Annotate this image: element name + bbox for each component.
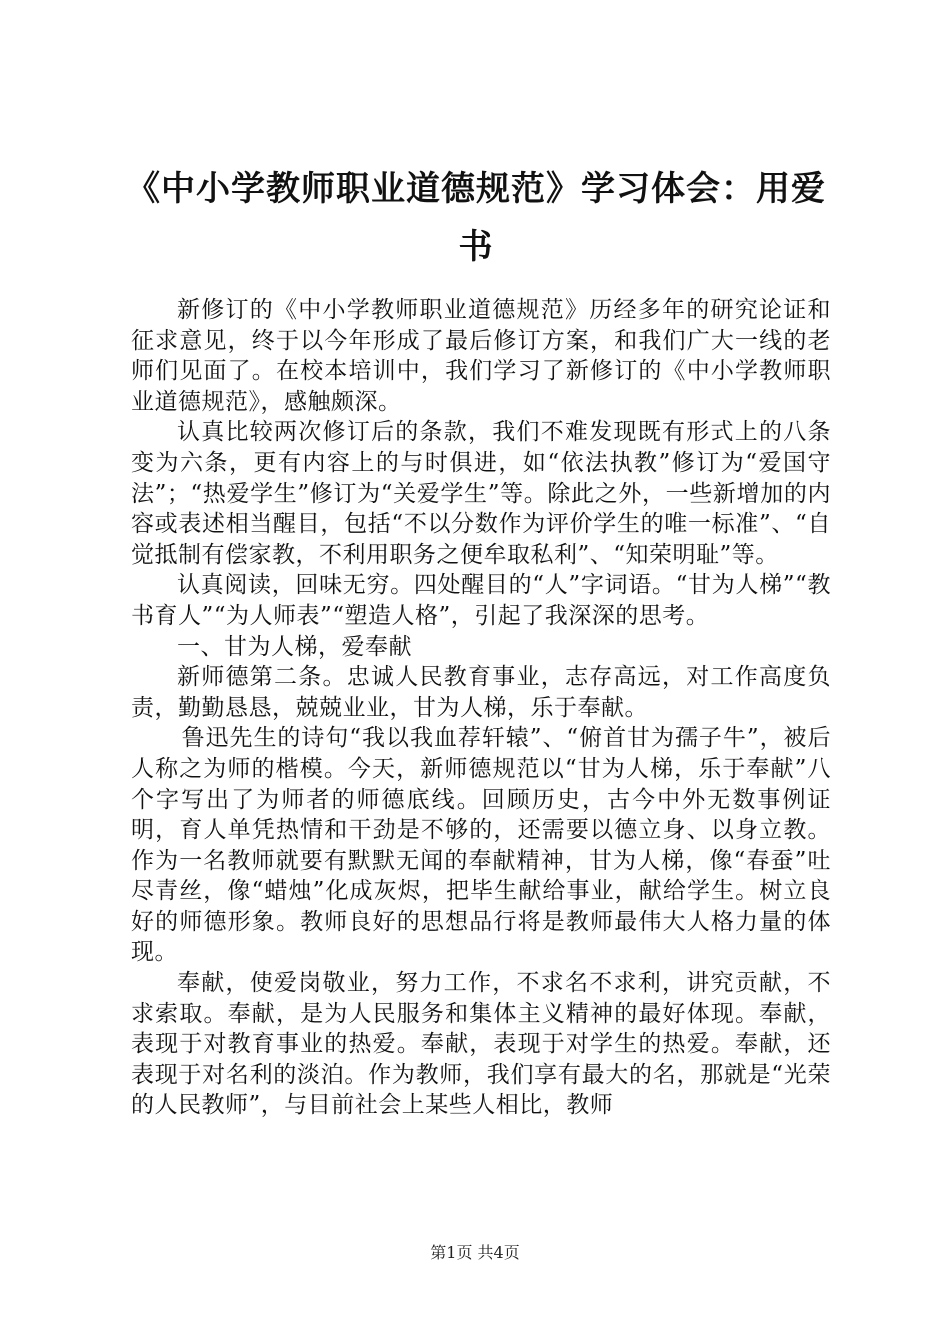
paragraph-luxun: 鲁迅先生的诗句“我以我血荐轩辕”、“俯首甘为孺子牛”，被后人称之为师的楷模。今天，新师德规范以“甘为人梯，乐于奉献”八个字写出了为师者的师德底线。回顾历史，古今中外无数事例证明，育人单凭热情和干劲是不够的，还需要以德立身、以身立教。作为一名教师就要有默默无闻的奉献精神，甘为人梯，像“春蚕”吐尽青丝，像“蜡烛”化成灰烬，把毕生献给事业，献给学生。树立良好的师德形象。教师良好的思想品行将是教师最伟大人格力量的体现。 — [131, 725, 831, 966]
paragraph-article-2: 新师德第二条。忠诚人民教育事业，志存高远，对工作高度负责，勤勤恳恳，兢兢业业，甘为人梯，乐于奉献。 — [131, 664, 831, 721]
paragraph-reading: 认真阅读，回味无穷。四处醒目的“人”字词语。“甘为人梯”“教书育人”“为人师表”“塑造人格”，引起了我深深的思考。 — [131, 572, 831, 629]
section-heading-1: 一、甘为人梯，爱奉献 — [177, 633, 412, 660]
document-title: 《中小学教师职业道德规范》学习体会：用爱书 — [126, 169, 826, 267]
paragraph-dedication: 奉献，使爱岗敬业，努力工作，不求名不求利，讲究贡献，不求索取。奉献，是为人民服务和集体主义精神的最好体现。奉献，表现于对教育事业的热爱。奉献，表现于对学生的热爱。奉献，还表现于对名利的淡泊。作为教师，我们享有最大的名，那就是“光荣的人民教师”，与目前社会上某些人相比，教师 — [131, 970, 831, 1119]
paragraph-intro: 新修订的《中小学教师职业道德规范》历经多年的研究论证和征求意见，终于以今年形成了最后修订方案，和我们广大一线的老师们见面了。在校本培训中，我们学习了新修订的《中小学教师职业道德规范》，感触颇深。 — [131, 297, 831, 415]
paragraph-comparison: 认真比较两次修订后的条款，我们不难发现既有形式上的八条变为六条，更有内容上的与时俱进，如“依法执教”修订为“爱国守法”；“热爱学生”修订为“关爱学生”等。除此之外，一些新增加的内容或表述相当醒目，包括“不以分数作为评价学生的唯一标准”、“自觉抵制有偿家教，不利用职务之便牟取私利”、“知荣明耻”等。 — [131, 419, 831, 568]
page-footer: 第1页 共4页 — [430, 1243, 520, 1262]
document-body — [131, 295, 831, 1121]
